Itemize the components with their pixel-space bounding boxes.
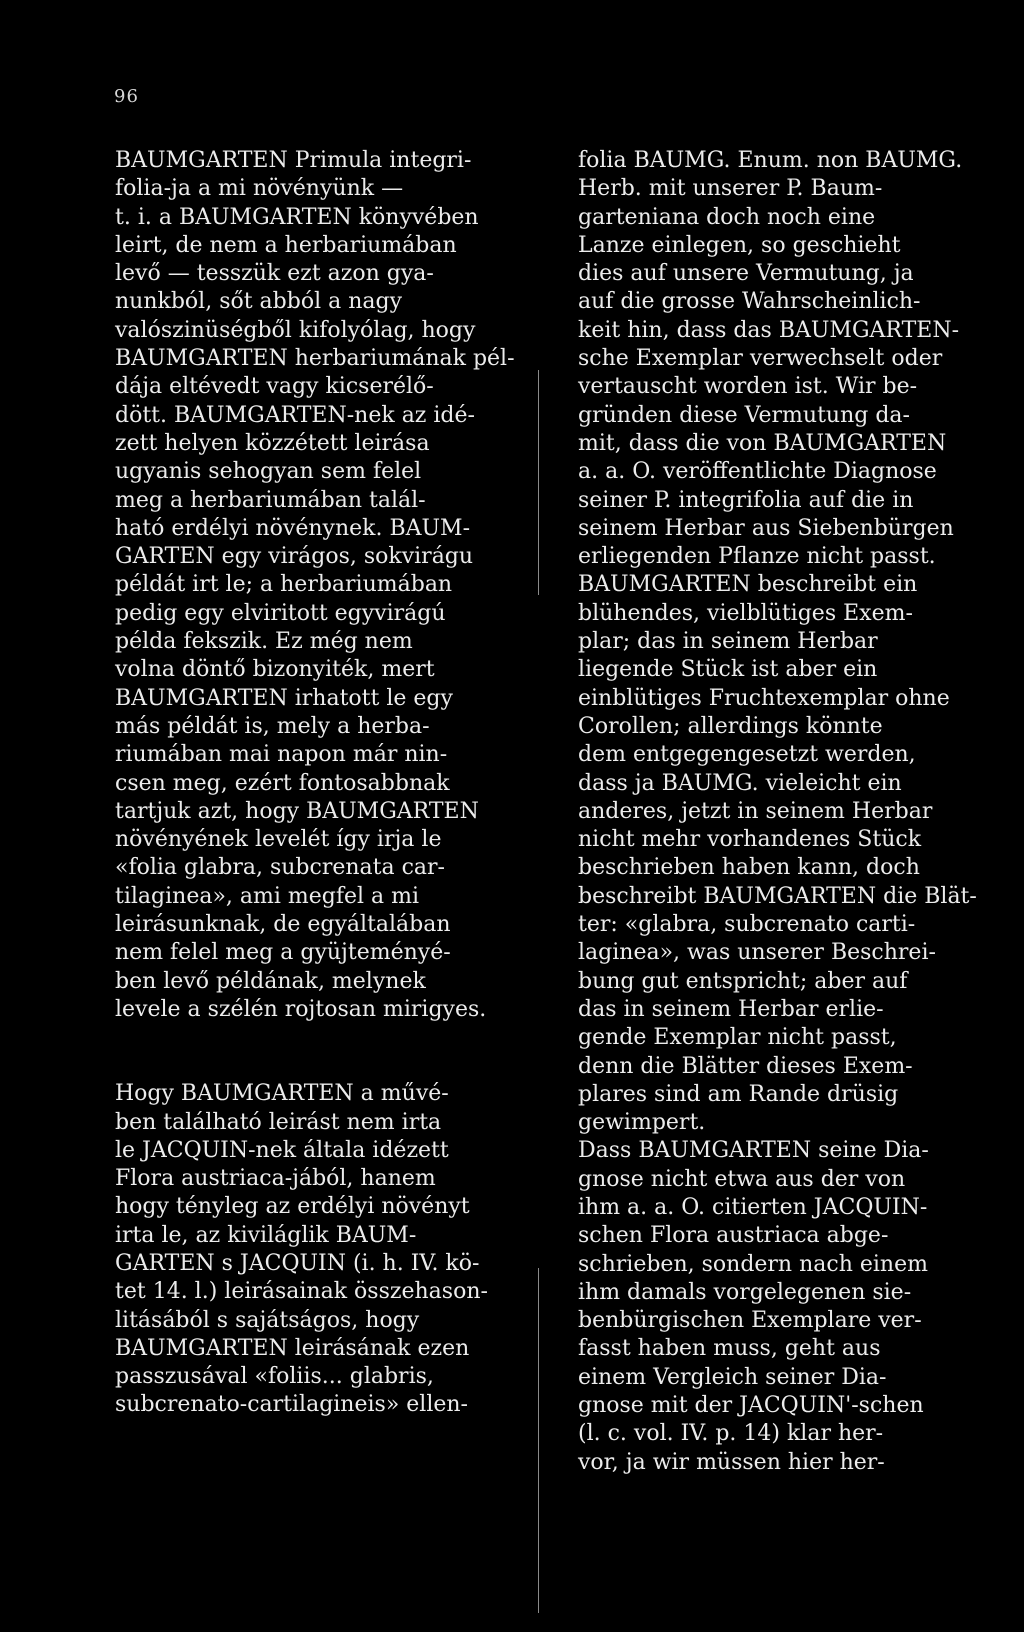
text-line: fasst haben muss, geht aus bbox=[578, 1336, 881, 1362]
text-line: gründen diese Vermutung da- bbox=[578, 402, 910, 428]
text-line: ihm damals vorgelegenen sie- bbox=[578, 1279, 912, 1305]
text-line: Lanze einlegen, so geschieht bbox=[578, 232, 901, 258]
text-line: dött. BAUMGARTEN-nek az idé- bbox=[115, 402, 475, 428]
text-line: benbürgischen Exemplare ver- bbox=[578, 1308, 922, 1334]
text-line: zett helyen közzétett leirása bbox=[115, 430, 430, 456]
text-line: schen Flora austriaca abge- bbox=[578, 1223, 889, 1249]
text-line: dája eltévedt vagy kicserélő- bbox=[115, 374, 434, 400]
text-line: t. i. a BAUMGARTEN könyvében bbox=[115, 204, 479, 230]
text-line: irta le, az kiviláglik BAUM- bbox=[115, 1222, 417, 1248]
text-line: más példát is, mely a herba- bbox=[115, 713, 430, 739]
text-line: keit hin, dass das BAUMGARTEN- bbox=[578, 317, 960, 343]
text-line: blühendes, vielblütiges Exem- bbox=[578, 600, 913, 626]
text-line: subcrenato-cartilagineis» ellen- bbox=[115, 1392, 468, 1418]
text-line: nem felel meg a gyüjteményé- bbox=[115, 940, 451, 966]
text-line: ben levő példának, melynek bbox=[115, 968, 426, 994]
column-divider bbox=[538, 1268, 539, 1613]
hungarian-column bbox=[115, 147, 515, 1420]
text-line: Corollen; allerdings könnte bbox=[578, 713, 883, 739]
text-line: példa fekszik. Ez még nem bbox=[115, 629, 413, 655]
text-line: gewimpert. bbox=[578, 1110, 706, 1136]
text-line: leirásunknak, de egyáltalában bbox=[115, 912, 451, 938]
text-line: schrieben, sondern nach einem bbox=[578, 1251, 928, 1277]
text-line: ható erdélyi növénynek. BAUM- bbox=[115, 515, 471, 541]
text-line: gnose nicht etwa aus der von bbox=[578, 1166, 906, 1192]
text-line: volna döntő bizonyiték, mert bbox=[115, 657, 435, 683]
text-line: meg a herbariumában talál- bbox=[115, 487, 426, 513]
text-line: valószinüségből kifolyólag, hogy bbox=[115, 317, 476, 343]
text-line: dem entgegengesetzt werden, bbox=[578, 742, 916, 768]
text-line: denn die Blätter dieses Exem- bbox=[578, 1053, 913, 1079]
text-line: seiner P. integrifolia auf die in bbox=[578, 487, 914, 513]
text-line: Dass BAUMGARTEN seine Dia- bbox=[578, 1138, 929, 1164]
text-line: nunkból, sőt abból a nagy bbox=[115, 289, 403, 315]
text-line: gnose mit der JACQUIN'-schen bbox=[578, 1393, 924, 1419]
text-line: litásából s sajátságos, hogy bbox=[115, 1307, 420, 1333]
text-line: a. a. O. veröffentlichte Diagnose bbox=[578, 459, 937, 485]
text-line: mit, dass die von BAUMGARTEN bbox=[578, 430, 947, 456]
text-line: beschreibt BAUMGARTEN die Blät- bbox=[578, 883, 977, 909]
text-line: garteniana doch noch eine bbox=[578, 204, 876, 230]
text-line: seinem Herbar aus Siebenbürgen bbox=[578, 515, 954, 541]
text-line: BAUMGARTEN Primula integri- bbox=[115, 148, 472, 173]
text-line: ter: «glabra, subcrenato carti- bbox=[578, 912, 916, 938]
text-line: nicht mehr vorhandenes Stück bbox=[578, 827, 922, 853]
text-line: hogy tényleg az erdélyi növényt bbox=[115, 1194, 470, 1220]
german-column bbox=[578, 147, 977, 1477]
text-line: levele a szélén rojtosan mirigyes. bbox=[115, 996, 487, 1022]
text-line: einblütiges Fruchtexemplar ohne bbox=[578, 685, 950, 711]
text-line: erliegenden Pflanze nicht passt. bbox=[578, 544, 936, 570]
text-line: folia BAUMG. Enum. non BAUMG. bbox=[578, 148, 963, 173]
text-line: le JACQUIN-nek általa idézett bbox=[115, 1137, 449, 1163]
text-line: das in seinem Herbar erlie- bbox=[578, 996, 884, 1022]
text-line: BAUMGARTEN leirásának ezen bbox=[115, 1335, 470, 1361]
german-paragraph-1 bbox=[578, 147, 977, 1137]
hungarian-paragraph-2 bbox=[115, 1080, 508, 1420]
text-line: tet 14. l.) leirásainak összehason- bbox=[115, 1279, 488, 1305]
text-line: dass ja BAUMG. vieleicht ein bbox=[578, 770, 902, 796]
text-line: leirt, de nem a herbariumában bbox=[115, 232, 457, 258]
text-line: plares sind am Rande drüsig bbox=[578, 1081, 899, 1107]
text-line: sche Exemplar verwechselt oder bbox=[578, 346, 943, 372]
text-line: ben található leirást nem irta bbox=[115, 1109, 442, 1135]
hungarian-paragraph-1 bbox=[115, 147, 515, 1024]
german-paragraph-2 bbox=[578, 1137, 929, 1477]
text-line: riumában mai napon már nin- bbox=[115, 742, 448, 768]
text-line: tartjuk azt, hogy BAUMGARTEN bbox=[115, 798, 479, 824]
text-line: folia-ja a mi növényünk — bbox=[115, 176, 404, 202]
text-line: auf die grosse Wahrscheinlich- bbox=[578, 289, 921, 315]
text-line: plar; das in seinem Herbar bbox=[578, 629, 878, 655]
text-line: anderes, jetzt in seinem Herbar bbox=[578, 798, 933, 824]
text-line: laginea», was unserer Beschrei- bbox=[578, 940, 936, 966]
text-line: (l. c. vol. IV. p. 14) klar her- bbox=[578, 1421, 884, 1447]
text-line: liegende Stück ist aber ein bbox=[578, 657, 878, 683]
text-line: passzusával «foliis... glabris, bbox=[115, 1364, 434, 1390]
text-line: vor, ja wir müssen hier her- bbox=[578, 1449, 885, 1475]
text-line: BAUMGARTEN beschreibt ein bbox=[578, 572, 918, 598]
text-line: növényének levelét így irja le bbox=[115, 827, 442, 853]
text-line: dies auf unsere Vermutung, ja bbox=[578, 261, 914, 287]
text-line: levő — tesszük ezt azon gya- bbox=[115, 261, 434, 287]
text-line: példát irt le; a herbariumában bbox=[115, 572, 453, 598]
text-line: «folia glabra, subcrenata car- bbox=[115, 855, 445, 881]
column-divider bbox=[538, 370, 539, 595]
text-line: csen meg, ezért fontosabbnak bbox=[115, 770, 450, 796]
text-line: GARTEN s JACQUIN (i. h. IV. kö- bbox=[115, 1250, 480, 1276]
text-line: Herb. mit unserer P. Baum- bbox=[578, 176, 883, 202]
text-line: ihm a. a. O. citierten JACQUIN- bbox=[578, 1194, 928, 1220]
text-line: Hogy BAUMGARTEN a művé- bbox=[115, 1081, 449, 1107]
text-line: ugyanis sehogyan sem felel bbox=[115, 459, 422, 485]
text-line: BAUMGARTEN irhatott le egy bbox=[115, 685, 453, 711]
text-line: beschrieben haben kann, doch bbox=[578, 855, 920, 881]
text-line: BAUMGARTEN herbariumának pél- bbox=[115, 346, 515, 372]
text-line: tilaginea», ami megfel a mi bbox=[115, 883, 420, 909]
text-line: einem Vergleich seiner Dia- bbox=[578, 1364, 887, 1390]
page-number: 96 bbox=[114, 86, 139, 107]
text-line: GARTEN egy virágos, sokvirágu bbox=[115, 544, 474, 570]
text-line: gende Exemplar nicht passt, bbox=[578, 1025, 897, 1051]
text-line: pedig egy elviritott egyvirágú bbox=[115, 600, 446, 626]
text-line: vertauscht worden ist. Wir be- bbox=[578, 374, 918, 400]
text-line: Flora austriaca-jából, hanem bbox=[115, 1166, 436, 1192]
text-line: bung gut entspricht; aber auf bbox=[578, 968, 908, 994]
